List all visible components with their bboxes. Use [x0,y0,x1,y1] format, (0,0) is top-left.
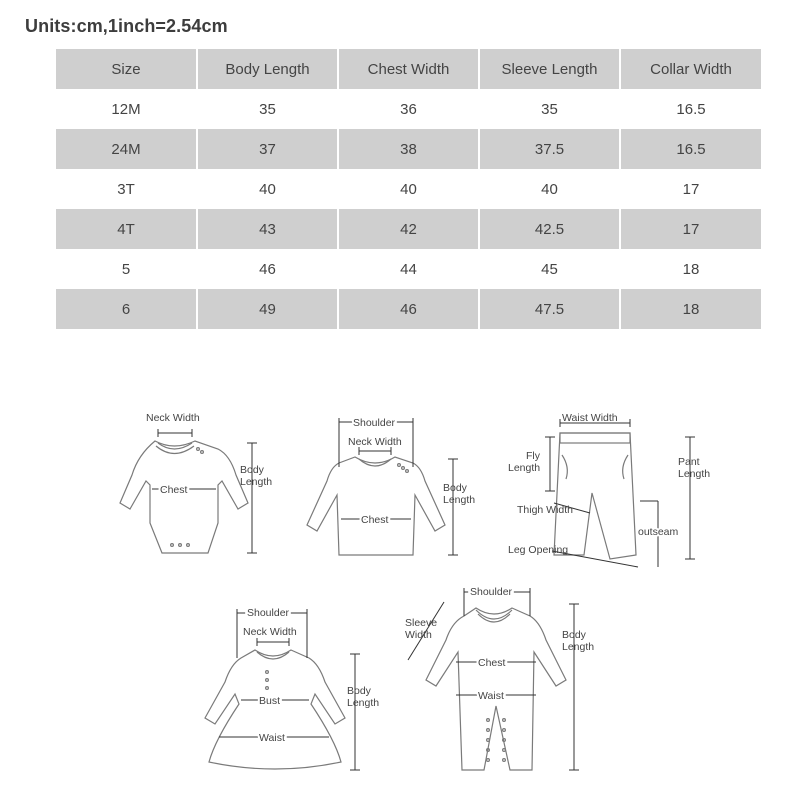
table-cell: 45 [479,249,620,289]
table-cell: 36 [338,89,479,129]
table-cell: 40 [338,169,479,209]
table-cell: 42.5 [479,209,620,249]
top-body-label: Body [443,482,467,494]
table-cell: 18 [620,289,761,329]
top-diagram [295,405,485,565]
table-cell: 46 [197,249,338,289]
top-chest-label: Chest [361,514,389,526]
romper-shoulder-label: Shoulder [470,586,513,598]
table-cell: 17 [620,169,761,209]
top-shoulder-label: Shoulder [353,417,396,429]
pants-diagram [500,405,710,580]
top-length-label: Length [443,494,476,506]
header-sleeve-length: Sleeve Length [479,49,620,89]
table-cell: 16.5 [620,89,761,129]
table-cell: 40 [197,169,338,209]
dress-diagram [185,600,395,780]
dress-neck-label: Neck Width [243,626,297,638]
table-row [56,289,761,329]
table-cell: 6 [56,289,197,329]
table-cell: 18 [620,249,761,289]
table-cell: 3T [56,169,197,209]
table-row [56,89,761,129]
table-row [56,209,761,249]
pants-pant-label: Pant [678,456,700,468]
table-cell: 17 [620,209,761,249]
table-cell: 42 [338,209,479,249]
pants-outline [554,433,636,559]
romper-outline [426,608,566,770]
table-cell: 46 [338,289,479,329]
table-cell: 47.5 [479,289,620,329]
table-cell: 5 [56,249,197,289]
pants-waist-label: Waist Width [562,412,618,424]
dress-waist-label: Waist [259,732,285,744]
romper-sleeve-label: Sleeve [405,617,438,629]
pants-pant-length-label: Length [678,468,711,480]
table-cell: 37 [197,129,338,169]
bodysuit-neck-label: Neck Width [146,412,200,424]
table-cell: 49 [197,289,338,329]
bodysuit-outline [120,441,248,553]
dress-body-label: Body [347,685,371,697]
dress-bust-label: Bust [259,695,281,707]
table-cell: 37.5 [479,129,620,169]
romper-diagram [400,580,610,780]
table-cell: 44 [338,249,479,289]
units-label: Units:cm,1inch=2.54cm [25,16,228,36]
romper-waist-label: Waist [478,690,504,702]
table-row [56,169,761,209]
table-cell: 24M [56,129,197,169]
table-cell: 38 [338,129,479,169]
romper-sleeve-width-label: Width [405,629,432,641]
dress-outline [205,650,345,769]
table-cell: 12M [56,89,197,129]
romper-body-label: Body [562,629,586,641]
table-cell: 35 [479,89,620,129]
size-chart-table [56,49,761,329]
pants-fly-label: Fly [526,450,540,462]
top-neck-label: Neck Width [348,436,402,448]
header-size: Size [56,49,197,89]
bodysuit-body-label: Body [240,464,264,476]
romper-length-label: Length [562,641,595,653]
pants-leg-label: Leg Opening [508,544,569,556]
table-cell: 16.5 [620,129,761,169]
bodysuit-chest-label: Chest [160,484,188,496]
table-header-row [56,49,761,89]
table-row [56,129,761,169]
table-row [56,249,761,289]
pants-fly-length-label: Length [508,462,541,474]
table-cell: 43 [197,209,338,249]
table-cell: 4T [56,209,197,249]
header-body-length: Body Length [197,49,338,89]
bodysuit-diagram [100,405,290,565]
table-cell: 35 [197,89,338,129]
table-cell: 40 [479,169,620,209]
header-chest-width: Chest Width [338,49,479,89]
romper-chest-label: Chest [478,657,506,669]
pants-thigh-label: Thigh Width [517,504,574,516]
bodysuit-length-label: Length [240,476,273,488]
pants-outseam-label: outseam [638,526,679,538]
dress-shoulder-label: Shoulder [247,607,290,619]
header-collar-width: Collar Width [620,49,761,89]
top-outline [307,457,445,555]
dress-length-label: Length [347,697,380,709]
